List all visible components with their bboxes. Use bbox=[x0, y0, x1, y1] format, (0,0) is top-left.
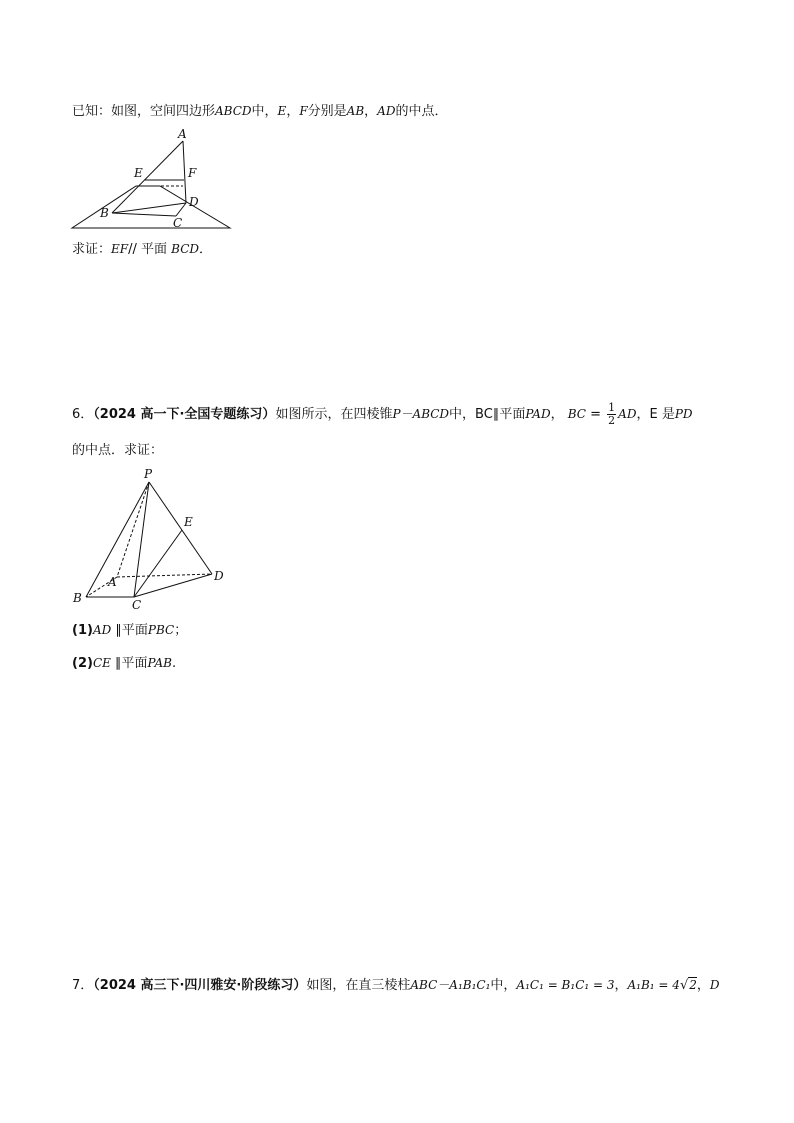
q6-line1: 6．（2024 高一下·全国专题练习）如图所示，在四棱锥P－ABCD中，BC∥平面PAD， BC = $\frac{1}{2}$ AD，E 是PD bbox=[72, 401, 693, 427]
edge-pb bbox=[86, 482, 149, 597]
plane-parallelogram bbox=[72, 186, 230, 228]
label-e: E bbox=[134, 166, 143, 180]
p5-prove-line: 求证：EF// 平面 BCD． bbox=[72, 242, 213, 257]
edge-pd bbox=[149, 482, 212, 574]
q6-source: （2024 高一下·全国专题练习） bbox=[93, 407, 276, 422]
label-c: C bbox=[132, 598, 142, 612]
label-b: B bbox=[73, 591, 82, 605]
edge-ab bbox=[112, 141, 183, 213]
edge-bc bbox=[112, 213, 176, 216]
label-a: A bbox=[108, 575, 117, 589]
label-c: C bbox=[173, 216, 183, 230]
q6-subq1: (1)AD ∥平面PBC； bbox=[72, 623, 188, 638]
figure-space-quadrilateral bbox=[70, 126, 240, 236]
edge-bd bbox=[112, 203, 186, 213]
q7-number: 7． bbox=[72, 978, 94, 993]
label-e: E bbox=[184, 515, 193, 529]
q6-subq2: (2)CE ∥平面PAB. bbox=[72, 656, 177, 671]
hidden-pa bbox=[117, 482, 149, 577]
q6-number: 6． bbox=[72, 407, 94, 422]
p5-given-line: 已知：如图，空间四边形ABCD中，E，F分别是AB，AD的中点． bbox=[72, 104, 448, 119]
q6-line2: 的中点．求证： bbox=[72, 443, 164, 458]
label-d: D bbox=[214, 569, 224, 583]
label-f: F bbox=[188, 166, 197, 180]
fraction-one-half: $\frac{1}{2}$ bbox=[608, 401, 616, 427]
edge-cd bbox=[176, 203, 186, 216]
quad-abcd: ABCD bbox=[215, 104, 252, 118]
edge-cd bbox=[134, 574, 212, 597]
label-p: P bbox=[144, 467, 153, 481]
q7-source: （2024 高三下·四川雅安·阶段练习） bbox=[93, 978, 307, 993]
figure-pyramid bbox=[70, 464, 240, 614]
label-a: A bbox=[178, 127, 187, 141]
edge-ad bbox=[183, 141, 186, 203]
sqrt-radicand: 2 bbox=[689, 978, 697, 992]
hidden-ad bbox=[117, 574, 212, 577]
label-b: B bbox=[100, 206, 109, 220]
q7-line1: 7．（2024 高三下·四川雅安·阶段练习）如图，在直三棱柱ABC－A₁B₁C₁中，A₁C₁ = B₁C₁ = 3，A₁B₁ = 4√2，D bbox=[72, 978, 720, 993]
label-d: D bbox=[189, 195, 199, 209]
